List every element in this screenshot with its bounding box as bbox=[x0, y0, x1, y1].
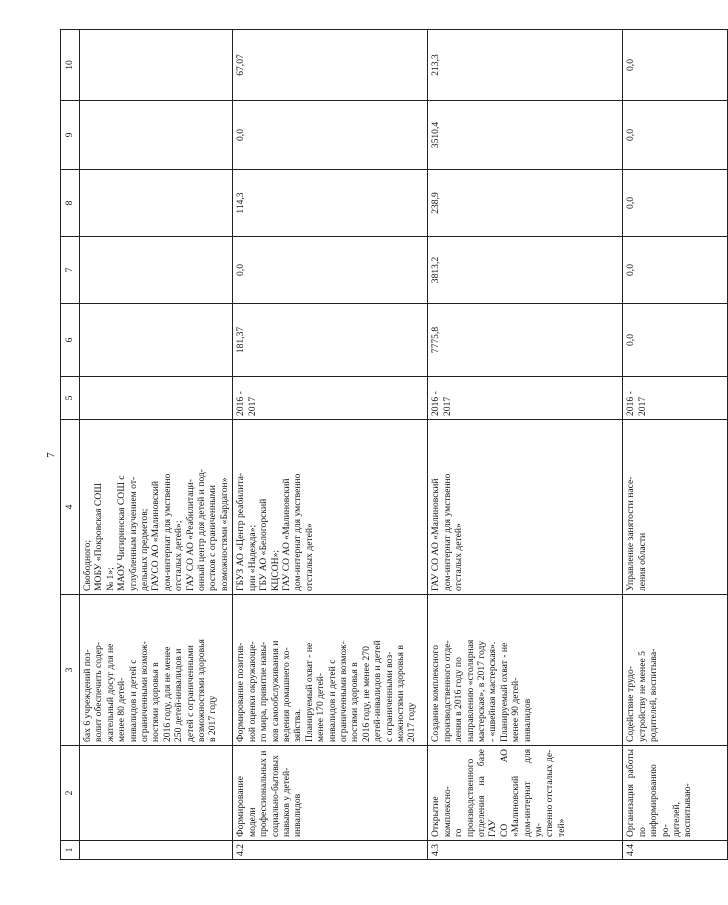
value-col-8: 238,9 bbox=[428, 170, 623, 237]
col-header-10: 10 bbox=[61, 30, 80, 101]
value-col-10: 213,3 bbox=[428, 30, 623, 101]
expected-result: Формирование позитив- ной оценки окружающе- го мира, привитие навы- ков самообслуживания и ведения домашнего хо- зяйства. Планируемый охват - не менее 170 детей- инвалидов и детей с ограниченными возмож- ностями здоровья в 2016 году, не менее 270 детей-инвалидов и детей с ограниченными воз- можностями здоровья в 2017 году bbox=[233, 595, 428, 746]
value-col-6: 0,0 bbox=[623, 304, 728, 377]
column-number-row bbox=[61, 30, 80, 860]
col-header-6: 6 bbox=[61, 304, 80, 377]
col-header-3: 3 bbox=[61, 595, 80, 746]
value-col-7 bbox=[80, 237, 233, 304]
col-header-8: 8 bbox=[61, 170, 80, 237]
executor: ГБУЗ АО «Центр реабилита- ции «Надежда»; ГБУ АО «Белогорский КЦСОН»; ГАУ СО АО «Малиновский дом-интернат для умственно отсталых детей» bbox=[233, 420, 428, 595]
value-col-10: 67,07 bbox=[233, 30, 428, 101]
col-header-9: 9 bbox=[61, 101, 80, 170]
col-header-1: 1 bbox=[61, 841, 80, 860]
program-measures-table bbox=[60, 29, 728, 860]
expected-result: Создание комплексного производственного отде- ления в 2016 году по направлению «столярная мастерская», в 2017 году - «швейная мастерская». Планируемый охват - не менее 90 детей- инвалидов bbox=[428, 595, 623, 746]
row-number: 4.4 bbox=[623, 841, 728, 860]
value-col-8: 0,0 bbox=[623, 170, 728, 237]
measure-name: Открытие комплексно- го производственного отделения на базе ГАУ СО АО «Малиновский дом-интернат для ум- ственно отсталых де- тей» bbox=[428, 746, 623, 841]
value-col-10 bbox=[80, 30, 233, 101]
col-header-5: 5 bbox=[61, 377, 80, 420]
measure-name bbox=[80, 746, 233, 841]
measure-name: Организация работы по информированию ро- дителей, воспитываю- bbox=[623, 746, 728, 841]
row-number: 4.2 bbox=[233, 841, 428, 860]
value-col-9: 0,0 bbox=[233, 101, 428, 170]
value-col-8 bbox=[80, 170, 233, 237]
period: 2016 - 2017 bbox=[233, 377, 428, 420]
executor: Свободного; МОБУ «Покровская СОШ № 1»; МАОУ Чигиринская СОШ с углубленным изучением от- дельных предметов; ГАУСО АО «Малиновский дом-интернат для умственно отсталых детей»; ГАУ СО АО «Реабилитаци- онный центр для детей и под- ростков с ограниченными возможностями «Бардагон» bbox=[80, 420, 233, 595]
value-col-8: 114,3 bbox=[233, 170, 428, 237]
expected-result: бах 6 учреждений поз- волит обеспечить содер- жательный досуг для не менее 80 детей- инвалидов и детей с ограниченными возмож- ностями здоровья в 2016 году, для не менее 250 детей-инвалидов и детей с ограниченными возможностями здоровья в 2017 году bbox=[80, 595, 233, 746]
table-row bbox=[80, 30, 233, 860]
col-header-2: 2 bbox=[61, 746, 80, 841]
page-number: 7 bbox=[45, 452, 57, 458]
period: 2016 - 2017 bbox=[428, 377, 623, 420]
col-header-4: 4 bbox=[61, 420, 80, 595]
executor: Управление занятости насе- ления области bbox=[623, 420, 728, 595]
row-number bbox=[80, 841, 233, 860]
value-col-10: 0,0 bbox=[623, 30, 728, 101]
executor: ГАУ СО АО «Малиновский дом-интернат для умственно отсталых детей» bbox=[428, 420, 623, 595]
value-col-7: 0,0 bbox=[623, 237, 728, 304]
measure-name: Формирование модели профессиональных и социально-бытовых навыков у детей- инвалидов bbox=[233, 746, 428, 841]
table-row bbox=[428, 30, 623, 860]
value-col-6: 181,37 bbox=[233, 304, 428, 377]
row-number: 4.3 bbox=[428, 841, 623, 860]
period bbox=[80, 377, 233, 420]
value-col-9: 3510,4 bbox=[428, 101, 623, 170]
rotated-table-wrapper bbox=[60, 40, 694, 860]
value-col-6 bbox=[80, 304, 233, 377]
col-header-7: 7 bbox=[61, 237, 80, 304]
table-row bbox=[233, 30, 428, 860]
table-row bbox=[623, 30, 728, 860]
value-col-9: 0,0 bbox=[623, 101, 728, 170]
period: 2016 - 2017 bbox=[623, 377, 728, 420]
value-col-6: 7775,8 bbox=[428, 304, 623, 377]
value-col-9 bbox=[80, 101, 233, 170]
value-col-7: 0,0 bbox=[233, 237, 428, 304]
expected-result: Содействие трудо- устройству не менее 5 родителей, воспитыва- bbox=[623, 595, 728, 746]
value-col-7: 3813,2 bbox=[428, 237, 623, 304]
